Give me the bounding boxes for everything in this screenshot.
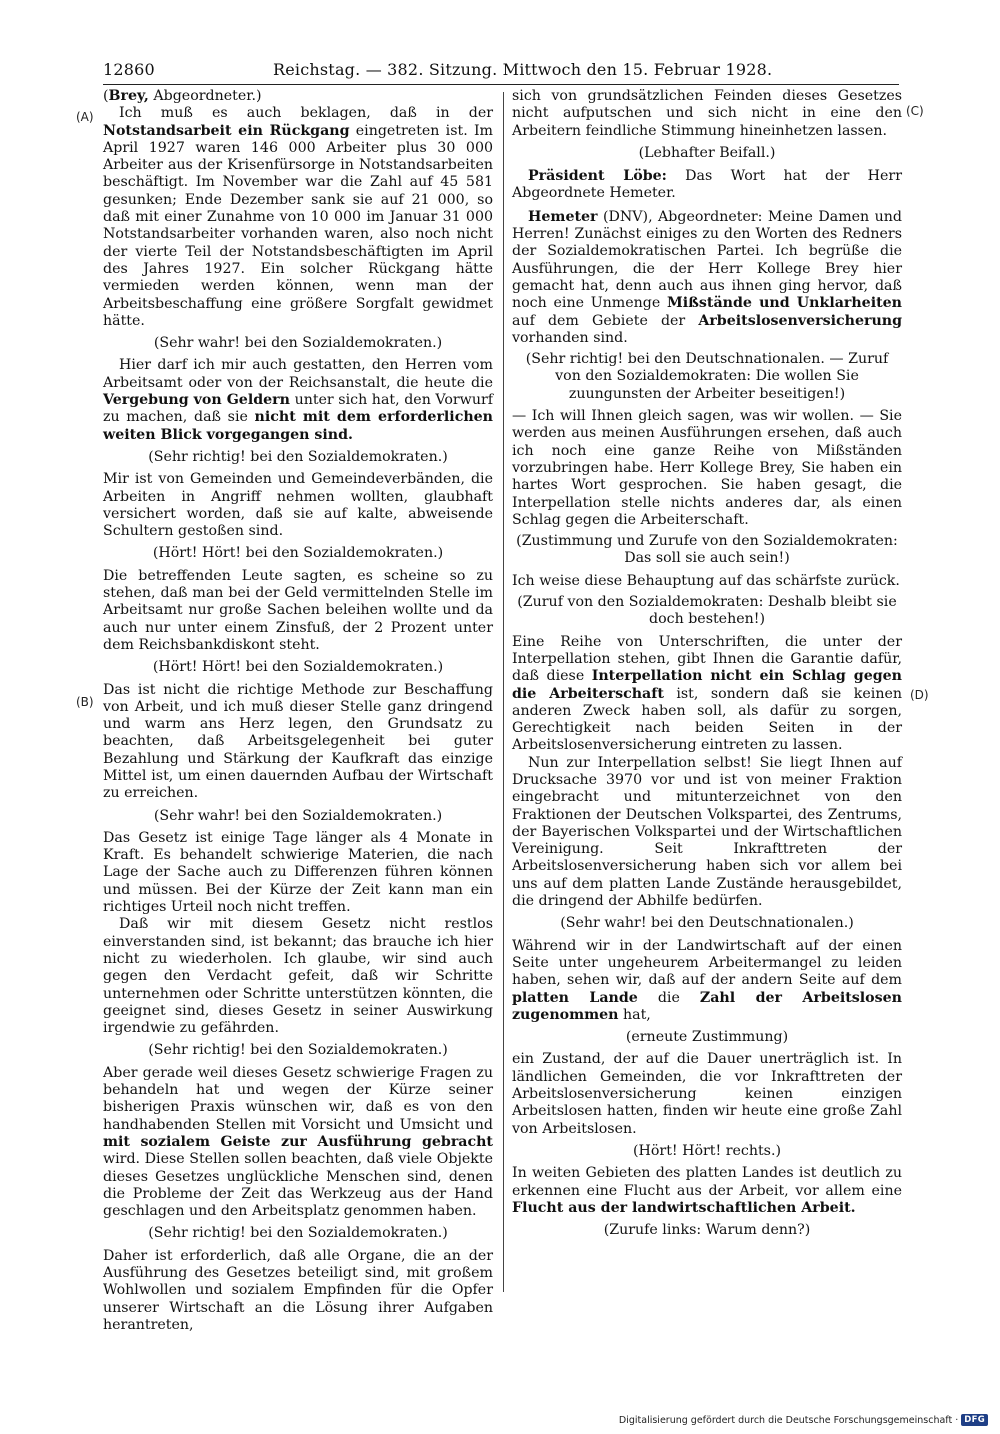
separator-dot: · bbox=[955, 1414, 959, 1426]
header-rule bbox=[103, 84, 899, 85]
paragraph: Eine Reihe von Unterschriften, die unter der Interpellation stehen, gibt Ihnen die Garantie dafür, daß diese Interpellation nicht ein Schlag gegen die Arbeiterschaft ist, sondern daß sie keinen anderen Zweck haben soll, als dafür zu sorgen, Gerechtigkeit nach beiden Seiten in der Arbeitslosenversicherung eintreten zu lassen. bbox=[512, 633, 902, 754]
column-divider bbox=[503, 92, 504, 1292]
interjection: (Sehr wahr! bei den Sozialdemokraten.) bbox=[153, 807, 443, 824]
interjection: (Zustimmung und Zurufe von den Sozialdemokraten: Das soll sie auch sein!) bbox=[516, 533, 898, 567]
speaker-name: Brey, bbox=[108, 88, 149, 104]
footer-text: Digitalisierung gefördert durch die Deutsche Forschungsgemeinschaft bbox=[618, 1414, 953, 1426]
paragraph: Ich muß es auch beklagen, daß in der Notstandsarbeit ein Rückgang eingetreten ist. Im April 1927 waren 146 000 Arbeiter plus 30 000 Arbeiter aus der Krisenfürsorge in Notstandsarbeiten beschäftigt. Im November war die Zahl auf 45 581 gesunken; Ende Dezember sank sie auf 21 000, so daß mit einer Zunahme von 10 000 im Januar 31 000 Notstandsarbeiter vorhanden waren, also noch nicht der vierte Teil der Notstandsbeschäftigten im April des Jahres 1927. Ein solcher Rückgang hätte vermieden werden können, wenn man der Arbeitsbeschaffung eine größere Sorgfalt gewidmet hätte. bbox=[103, 105, 494, 329]
emphasis: Interpellation nicht ein Schlag gegen die Arbeiterschaft bbox=[512, 668, 902, 702]
interjection: (Sehr wahr! bei den Sozialdemokraten.) bbox=[153, 335, 443, 352]
emphasis: Flucht aus der landwirtschaftlichen Arbeit. bbox=[512, 1199, 856, 1216]
interjection: (Zuruf von den Sozialdemokraten: Deshalb bleibt sie doch bestehen!) bbox=[517, 594, 897, 628]
dfg-logo-icon: DFG bbox=[961, 1414, 988, 1426]
speaker-line: (Brey, Abgeordneter.) bbox=[103, 88, 262, 104]
interjection: (Hört! Hört! bei den Sozialdemokraten.) bbox=[152, 545, 444, 562]
emphasis: nicht mit dem erforderlichen weiten Blick vorgegangen sind. bbox=[103, 409, 493, 443]
paragraph: Während wir in der Landwirtschaft auf der einen Seite unter ungeheurem Arbeitermangel zu leiden haben, sehen wir, daß auf der andern Seite auf dem platten Lande die Zahl der Arbeitslosen zugenommen hat, bbox=[512, 937, 902, 1023]
speaker-role: Abgeordneter.) bbox=[148, 88, 262, 104]
interjection: (Zurufe links: Warum denn?) bbox=[603, 1222, 811, 1239]
paragraph: sich von grundsätzlichen Feinden dieses Gesetzes nicht aufputschen und sich nicht in eine den Arbeitern feindliche Stimmung hineinhetzen lassen. bbox=[512, 88, 902, 139]
emphasis: mit sozialem Geiste zur Ausführung gebracht bbox=[103, 1133, 493, 1150]
emphasis: platten Lande bbox=[512, 989, 638, 1006]
paragraph: Aber gerade weil dieses Gesetz schwierige Fragen zu behandeln hat und wegen der Kürze seiner bisherigen Praxis wünschen wir, daß es von den handhabenden Stellen mit Vorsicht und Umsicht und mit sozialem Geiste zur Ausführung gebracht wird. Diese Stellen sollen beachten, daß viele Objekte dieses Gesetzes unglückliche Menschen sind, denen die Probleme der Zeit das Werkzeug aus der Hand geschlagen und den Arbeitsplatz genommen haben. bbox=[103, 1064, 493, 1220]
margin-mark-c: (C) bbox=[906, 104, 924, 118]
paragraph: Daher ist erforderlich, daß alle Organe, die an der Ausführung des Gesetzes beteiligt sind, mit großem Wohlwollen und sozialem Empfinden für die Opfer unserer Wirtschaft an die Lösung ihrer Aufgaben herantreten, bbox=[103, 1247, 493, 1333]
paragraph: Mir ist von Gemeinden und Gemeindeverbänden, die Arbeiten in Angriff nehmen wollten, glaubhaft versichert worden, daß sie auf kalte, abweisende Schultern gestoßen sind. bbox=[103, 471, 493, 540]
right-column bbox=[512, 88, 902, 1244]
emphasis: Arbeitslosenversicherung bbox=[698, 312, 902, 329]
interjection: (Sehr richtig! bei den Sozialdemokraten.) bbox=[148, 1042, 448, 1059]
interjection: (Hört! Hört! bei den Sozialdemokraten.) bbox=[152, 659, 444, 676]
paragraph: Hier darf ich mir auch gestatten, den Herren vom Arbeitsamt oder von der Reichsanstalt, die heute die Vergebung von Geldern unter sich hat, den Vorwurf zu machen, daß sie nicht mit dem erforderlichen weiten Blick vorgegangen sind. bbox=[103, 357, 494, 443]
interjection: (Sehr richtig! bei den Sozialdemokraten.) bbox=[148, 448, 448, 465]
speaker-name: Hemeter bbox=[528, 208, 598, 225]
emphasis: Notstandsarbeit ein Rückgang bbox=[103, 122, 350, 139]
margin-mark-b: (B) bbox=[76, 695, 94, 709]
paragraph: Hemeter (DNV), Abgeordneter: Meine Damen und Herren! Zunächst einiges zu den Worten des Redners der Sozialdemokratischen Partei. Ich begrüße die Ausführungen, die der Herr Kollege Brey hier gemacht hat, denn auch aus ihnen ging hervor, daß noch eine Unmenge Mißstände und Unklarheiten auf dem Gebiete der Arbeitslosenversicherung vorhanden sind. bbox=[512, 208, 902, 346]
page-header bbox=[103, 60, 897, 82]
president-name: Präsident Löbe: bbox=[528, 168, 667, 185]
emphasis: Mißstände und Unklarheiten bbox=[667, 295, 902, 312]
paragraph: In weiten Gebieten des platten Landes ist deutlich zu erkennen eine Flucht aus der Arbeit, vor allem eine Flucht aus der landwirtschaftlichen Arbeit. bbox=[512, 1165, 902, 1216]
margin-mark-a: (A) bbox=[76, 110, 94, 124]
margin-mark-d: (D) bbox=[910, 688, 929, 702]
paragraph: Das Gesetz ist einige Tage länger als 4 Monate in Kraft. Es behandelt schwierige Materien, die nach Lage der Sache auch zu Differenzen führen können und müssen. Bei der Kürze der Zeit kann man ein richtiges Urteil noch nicht treffen. bbox=[103, 829, 493, 916]
page-number: 12860 bbox=[103, 60, 155, 79]
paragraph: Die betreffenden Leute sagten, es scheine so zu stehen, daß man bei der Geld vermittelnden Stelle im Arbeitsamt nur große Sachen beleihen wollte und da auch nur unter einem Zinsfuß, der 2 Prozent unter dem Reichsbankdiskont steht. bbox=[103, 567, 493, 653]
interjection: (Lebhafter Beifall.) bbox=[638, 144, 776, 161]
emphasis: Vergebung von Geldern bbox=[103, 392, 290, 409]
paragraph: — Ich will Ihnen gleich sagen, was wir wollen. — Sie werden aus meinen Ausführungen ersehen, daß auch ich noch eine ganze Reihe von Mißständen vorzubringen habe. Herr Kollege Brey, Sie haben ein hartes Wort gesprochen. Sie haben gesagt, die Interpellation stelle nichts anderes dar, als einen Schlag gegen die Arbeiterschaft. bbox=[512, 408, 902, 528]
paragraph: Nun zur Interpellation selbst! Sie liegt Ihnen auf Drucksache 3970 vor und ist von meiner Fraktion eingebracht und mitunterzeichnet von den Fraktionen der Deutschen Volkspartei, des Zentrums, der Bayerischen Volkspartei und der Wirtschaftlichen Vereinigung. Seit Inkrafttreten der Arbeitslosenversicherung haben sich vor allem bei uns auf dem platten Lande Zustände herausgebildet, die dringend der Abhilfe bedürfen. bbox=[512, 754, 902, 910]
interjection: (Hört! Hört! rechts.) bbox=[632, 1142, 782, 1159]
emphasis: Zahl der Arbeitslosen zugenommen bbox=[512, 989, 902, 1023]
paragraph: Ich weise diese Behauptung auf das schärfste zurück. bbox=[512, 572, 900, 589]
paragraph: Das ist nicht die richtige Methode zur Beschaffung von Arbeit, und ich muß dieser Stelle ganz dringend und warm ans Herz legen, den Grundsatz zu beachten, daß Arbeitsgelegenheit bei guter Bezahlung und Stärkung der Kaufkraft das einzige Mittel ist, um einen dauernden Aufbau der Wirtschaft zu erreichen. bbox=[103, 681, 493, 802]
paragraph: ein Zustand, der auf die Dauer unerträglich ist. In ländlichen Gemeinden, die vor Inkrafttreten der Arbeitslosenversicherung keinen einzigen Arbeitslosen hatten, finden wir heute eine große Zahl von Arbeitslosen. bbox=[512, 1051, 902, 1137]
president-statement: Präsident Löbe: Das Wort hat der Herr Abgeordnete Hemeter. bbox=[512, 168, 902, 202]
left-column bbox=[103, 88, 493, 1334]
interjection: (Sehr wahr! bei den Deutschnationalen.) bbox=[560, 915, 854, 932]
interjection: (Sehr richtig! bei den Sozialdemokraten.) bbox=[148, 1225, 448, 1242]
paragraph: Daß wir mit diesem Gesetz nicht restlos einverstanden sind, ist bekannt; das brauche ich hier nicht zu wiederholen. Ich glaube, wir sind auch gegen den Verdacht gefeit, daß wir Schritte unternehmen oder Schritte unterstützen könnten, die geeignet sind, dieses Gesetz in seiner Auswirkung irgendwie zu gefährden. bbox=[103, 916, 493, 1037]
page-title: Reichstag. — 382. Sitzung. Mittwoch den 15. Februar 1928. bbox=[273, 60, 773, 79]
interjection: (erneute Zustimmung) bbox=[625, 1029, 789, 1046]
interjection: (Sehr richtig! bei den Deutschnationalen. — Zuruf von den Sozialdemokraten: Die wollen Sie zuungunsten der Arbeiter beseitigen!) bbox=[525, 351, 889, 402]
digitization-footer bbox=[619, 1414, 988, 1426]
